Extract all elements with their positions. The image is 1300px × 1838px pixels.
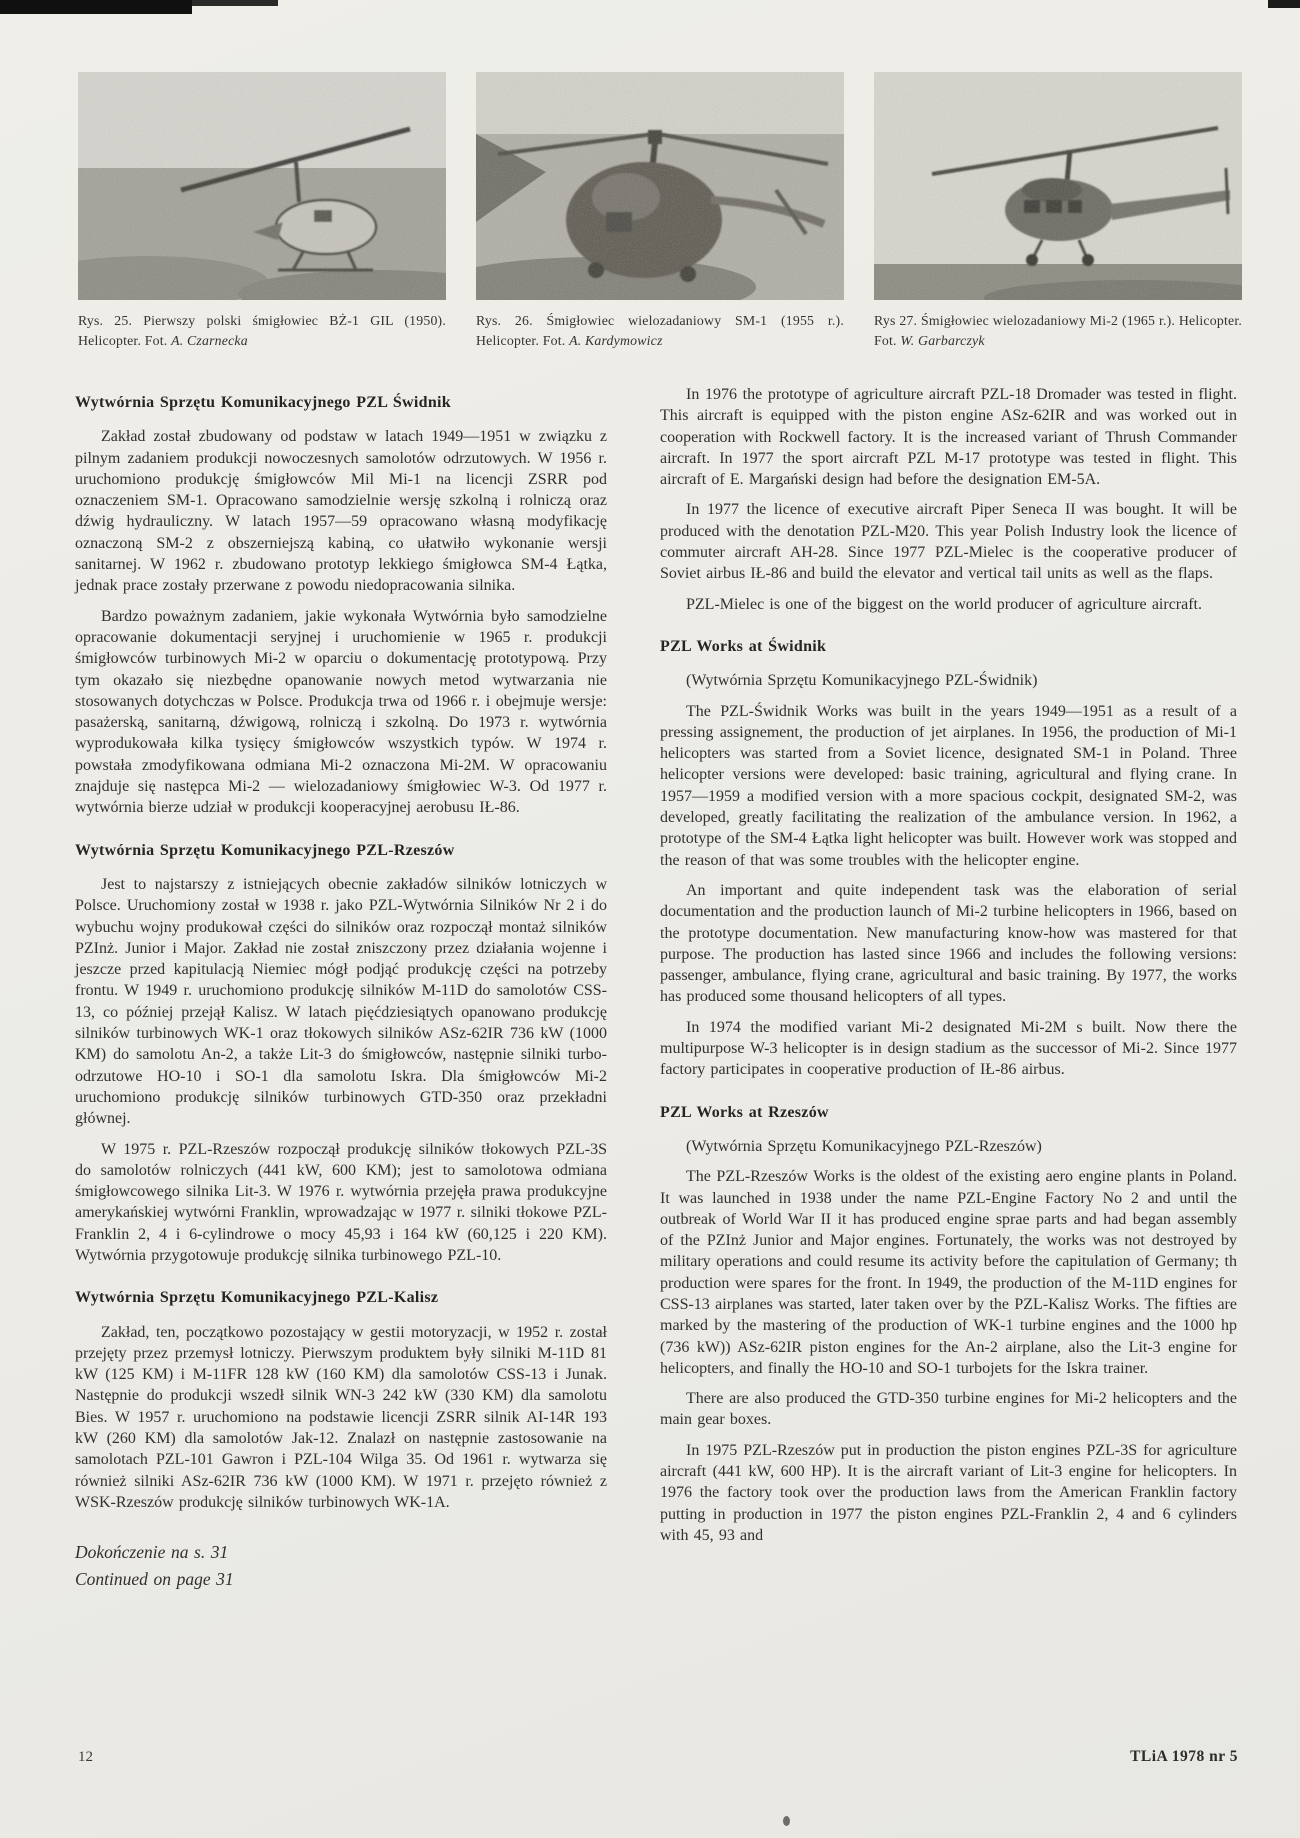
figure-27-caption: [874, 311, 1242, 350]
helicopter-silhouette: [874, 72, 1242, 300]
column-polish: [75, 392, 607, 1594]
figure-25-caption-text: Rys. 25. Pierwszy polski śmigłowiec BŻ-1 GIL (1950). Helicopter. Fot.: [78, 313, 446, 348]
paragraph: Jest to najstarszy z istniejących obecnie zakładów silników lotniczych w Polsce. Uruchomiony został w 1938 r. jako PZL-Wytwórnia Silników Nr 2 i do wybuchu wojny produkował części do silników oraz rozpoczął montaż silników PZInż. Junior i Major. Zakład nie został zniszczony przez działania wojenne i jeszcze przed kapitulacją Niemiec mógł podjąć produkcję części na potrzeby frontu. W 1949 r. uruchomiono produkcję silników M-11D do samolotów CSS-13, co później przejął Kalisz. W latach pięćdziesiątych opanowano produkcję silników turbinowych WK-1 oraz tłokowych silników ASz-62IR 736 kW (1000 KM) do samolotu An-2, a także Lit-3 do śmigłowców, następnie silniki turbo-odrzutowe HO-10 i SO-1 dla samolotu Iskra. Dla śmigłowców Mi-2 uruchomiono produkcję silników turbinowych GTD-350 oraz przekładni głównej.: [75, 875, 607, 1128]
continuation-note-pl: Dokończenie na s. 31: [75, 1542, 229, 1563]
paragraph: PZL-Mielec is one of the biggest on the world producer of agriculture aircraft.: [686, 595, 1203, 613]
helicopter-photo-sm1: [476, 72, 844, 300]
paragraph: Bardzo poważnym zadaniem, jakie wykonała Wytwórnia było samodzielne opracowanie dokumentacji seryjnej i uruchomienie w 1965 r. produkcji śmigłowców turbinowych Mi-2 w oparciu o dokumentację prototypową. Przy tym okazało się niezbędne opanowanie nowych metod wytwarzania nie stosowanych dotychczas w Polsce. Produkcja trwa od 1966 r. i obejmuje wersje: pasażerską, sanitarną, dźwigową, rolniczą i szkolną. Do 1973 r. wytwórnia wyprodukowała kilka tysięcy śmigłowców wszystkich typów. W 1974 r. powstała zmodyfikowana odmiana Mi-2 oznaczona Mi-2M. W opracowaniu znajduje się następca Mi-2 — wielozadaniowy śmigłowiec W-3. Od 1977 r. wytwórnia bierze udział w produkcji kooperacyjnej aerobusu IŁ-86.: [75, 607, 607, 817]
paragraph: The PZL-Rzeszów Works is the oldest of the existing aero engine plants in Poland. It was launched in 1938 under the name PZL-Engine Factory No 2 and until the outbreak of World War II it has produced engine sprae parts and had began assembly of the PZInż Junior and Major engines. Fortunately, the works was not destroyed by military operations and could resume its activity before the capitulation of Germany; th production were spares for the front. In 1949, the production of the M-11D engines for CSS-13 airplanes was started, later taken over by the PZL-Kalisz Works. The fifties are marked by the mastering of the production of WK-1 turbine engines and the 1000 hp (736 kW)) ASz-62IR piston engines for the An-2 airplane, also the Lit-3 engine for helicopters, and finally the HO-10 and SO-1 turbojets for the Iskra trainer.: [660, 1168, 1237, 1377]
paragraph: Zakład, ten, początkowo pozostający w gestii motoryzacji, w 1952 r. został przejęty przez przemysł lotniczy. Pierwszym produktem były silniki M-11D 81 kW (125 KM) i M-11FR 128 kW (160 KM) dla samolotów CSS-13 i Junak. Następnie do produkcji wszedł silnik WN-3 242 kW (330 KM) dla samolotu Bies. W 1957 r. uruchomiono na podstawie licencji ZSRR silnik AI-14R 193 kW (260 KM) dla samolotów Jak-12. Znalazł on następnie zastosowanie na samolotach PZL-101 Gawron i PZL-104 Wilga 35. Od 1961 r. wytwarza się również silniki ASz-62IR 736 kW (1000 KM). W 1971 r. przejęto również z WSK-Rzeszów produkcję silników turbinowych WK-1A.: [75, 1323, 607, 1511]
scan-artifact-speck: [783, 1816, 790, 1826]
figure-25-credit: A. Czarnecka: [171, 332, 248, 348]
scan-artifact-bar: [0, 0, 192, 14]
helicopter-silhouette: [476, 72, 844, 300]
paragraph: Zakład został zbudowany od podstaw w latach 1949—1951 w związku z pilnym zadaniem produkcji nowoczesnych samolotów odrzutowych. W 1956 r. uruchomiono produkcję śmigłowców Mil Mi-1 na licencji ZSRR pod oznaczeniem SM-1. Opracowano samodzielnie wersję szkolną i rolniczą oraz dźwig hydrauliczny. W latach 1957—59 opracowano własną modyfikację oznaczoną SM-2 z obszerniejszą kabiną, co ułatwiło wykonanie wersji sanitarnej. W 1962 r. zbudowano prototyp lekkiego śmigłowca SM-4 Łątka, jednak prace zostały przerwane z powodu niedopracowania silnika.: [75, 428, 607, 595]
helicopter-photo-mi2: [874, 72, 1242, 300]
paragraph: The PZL-Świdnik Works was built in the years 1949—1951 as a result of a pressing assignement, the production of jet airplanes. In 1956, the production of Mi-1 helicopters was started from a Soviet licence, designated SM-1 in Poland. Three helicopter versions were developed: basic training, agricultural and flying crane. In 1957—1959 a modified version with a more spacious cockpit, designated SM-2, was developed, greatly facilitating the realization of the ambulance version. In 1962, a prototype of the SM-4 Łątka light helicopter was built. However work was stopped and the reason of that was some troubles with the helicopter engine.: [660, 702, 1237, 869]
figure-26-caption-text: Rys. 26. Śmigłowiec wielozadaniowy SM-1 (1955 r.). Helicopter. Fot.: [476, 313, 844, 348]
figure-27-caption-text: Rys 27. Śmigłowiec wielozadaniowy Mi-2 (1965 r.). Helicopter. Fot.: [874, 313, 1242, 348]
paragraph: In 1977 the licence of executive aircraft Piper Seneca II was bought. It will be produced with the denotation PZL-M20. This year Polish Industry look the licence of commuter aircraft AH-28. Since 1977 PZL-Mielec is the cooperative producer of Soviet airbus IŁ-86 and build the elevator and vertical tail units as well as the flaps.: [660, 501, 1237, 583]
section-heading-rzeszow-en: PZL Works at Rzeszów: [660, 1103, 829, 1121]
section-subheading-rzeszow: (Wytwórnia Sprzętu Komunikacyjnego PZL-Rzeszów): [686, 1137, 1042, 1155]
scan-artifact-bar: [192, 0, 278, 6]
figure-26-caption: [476, 311, 844, 350]
continuation-note-en: Continued on page 31: [75, 1569, 234, 1590]
helicopter-photo-bz1-gil: [78, 72, 446, 300]
figure-25: [78, 72, 446, 350]
paragraph: In 1974 the modified variant Mi-2 designated Mi-2M s built. Now there the multipurpose W-3 helicopter is in design stadium as the successor of Mi-2. Since 1977 factory participates in cooperative production of IŁ-86 airbus.: [660, 1018, 1237, 1079]
page-footer: [78, 1748, 1238, 1766]
paragraph: An important and quite independent task was the elaboration of serial documentation and the production launch of Mi-2 turbine helicopters in 1966, based on the prototype documentation. New manufacturing know-how was mastered for that purpose. The production has lasted since 1966 and includes the following versions: passenger, ambulance, flying crane, agricultural and basic training. By 1977, the works has produced some thousand helicopters of all types.: [660, 881, 1237, 1006]
section-heading-rzeszow-pl: Wytwórnia Sprzętu Komunikacyjnego PZL-Rzeszów: [75, 841, 455, 859]
figure-27: [874, 72, 1242, 350]
paragraph: There are also produced the GTD-350 turbine engines for Mi-2 helicopters and the main gear boxes.: [660, 1390, 1237, 1429]
figure-26: [476, 72, 844, 350]
section-heading-kalisz-pl: Wytwórnia Sprzętu Komunikacyjnego PZL-Kalisz: [75, 1289, 439, 1307]
figure-25-caption: [78, 311, 446, 350]
figure-strip: [78, 72, 1242, 350]
helicopter-silhouette: [78, 72, 446, 300]
column-english: [660, 384, 1237, 1555]
page-number: 12: [78, 1749, 93, 1765]
section-heading-swidnik-en: PZL Works at Świdnik: [660, 637, 827, 655]
scan-artifact-bar: [1268, 0, 1300, 8]
paragraph: In 1976 the prototype of agriculture aircraft PZL-18 Dromader was tested in flight. This aircraft is equipped with the piston engine ASz-62IR and was worked out in cooperation with Rockwell factory. It is the increased variant of Thrush Commander aircraft. In 1977 the sport aircraft PZL M-17 prototype was tested in flight. This aircraft of E. Margański design had before the designation EM-5A.: [660, 386, 1237, 489]
section-heading-swidnik-pl: Wytwórnia Sprzętu Komunikacyjnego PZL Świdnik: [75, 394, 451, 411]
journal-issue-label: TLiA 1978 nr 5: [1130, 1748, 1238, 1765]
figure-27-credit: W. Garbarczyk: [900, 332, 985, 348]
continuation-note: [75, 1539, 607, 1593]
section-subheading-swidnik: (Wytwórnia Sprzętu Komunikacyjnego PZL-Świdnik): [686, 672, 1038, 690]
paragraph: In 1975 PZL-Rzeszów put in production the piston engines PZL-3S for agriculture aircraft (441 kW, 600 HP). It is the aircraft variant of Lit-3 engine for helicopters. In 1976 the factory took over the production laws from the American Franklin factory putting in production in 1977 the piston engines PZL-Franklin 2, 4 and 6 cylinders with 45, 93 and: [660, 1441, 1237, 1544]
figure-26-credit: A. Kardymowicz: [569, 332, 663, 348]
paragraph: W 1975 r. PZL-Rzeszów rozpoczął produkcję silników tłokowych PZL-3S do samolotów rolniczych (441 kW, 600 KM); jest to samolotowa odmiana śmigłowcowego silnika Lit-3. W 1976 r. wytwórnia przejęła prawa produkcyjne amerykańskiej wytwórni Franklin, wprowadzając w 1977 r. silniki tłokowe PZL-Franklin 2, 4 i 6-cylindrowe o mocy 45,93 i 164 kW (60,125 i 220 KM). Wytwórnia przygotowuje produkcję silnika turbinowego PZL-10.: [75, 1140, 607, 1264]
